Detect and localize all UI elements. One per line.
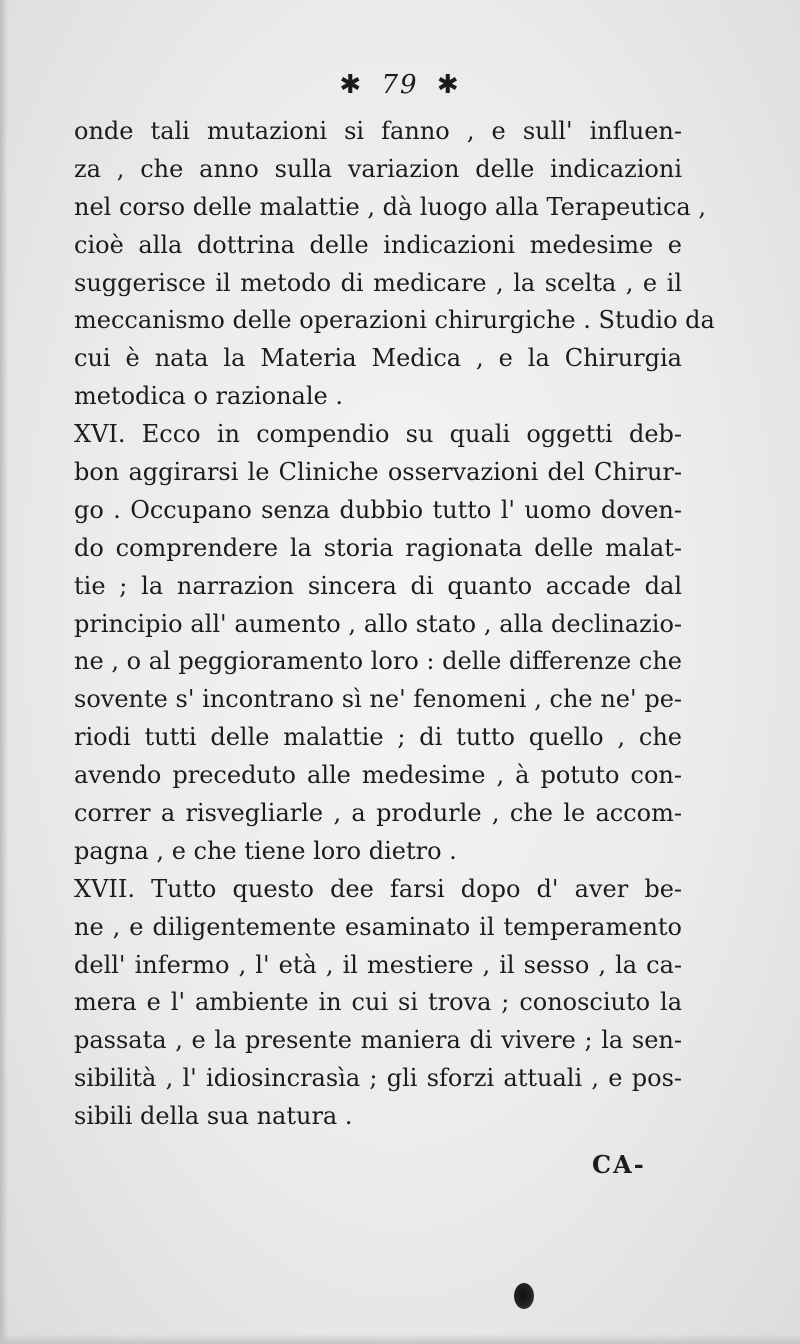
text-line: metodica o razionale .: [74, 382, 344, 411]
text-line: passata , e la presente maniera di vivere ; la sen-: [74, 1026, 682, 1055]
text-line: sovente s' incontrano sì ne' fenomeni , che ne' pe-: [74, 685, 682, 714]
text-line: XVII. Tutto questo dee farsi dopo d' aver be-: [74, 874, 682, 903]
text-line: meccanismo delle operazioni chirurgiche . Studio da: [74, 306, 715, 335]
page-left-edge: [0, 0, 8, 1344]
text-line: go . Occupano senza dubbio tutto l' uomo doven-: [74, 495, 682, 524]
page-header: [0, 70, 800, 100]
text-line: nel corso delle malattie , dà luogo alla Terapeutica ,: [74, 192, 706, 221]
text-line: bon aggirarsi le Cliniche osservazioni del Chirur-: [74, 458, 682, 487]
page-bottom-edge: [0, 1334, 800, 1344]
text-line: cioè alla dottrina delle indicazioni medesime e: [74, 230, 682, 259]
text-line: avendo preceduto alle medesime , à potuto con-: [74, 761, 682, 790]
body-text: [74, 113, 715, 1136]
text-line: suggerisce il metodo di medicare , la scelta , e il: [74, 268, 682, 297]
ornament-left-icon: ✱: [339, 70, 364, 100]
text-line: mera e l' ambiente in cui si trova ; conosciuto la: [74, 988, 682, 1017]
text-line: ne , e diligentemente esaminato il temperamento: [74, 912, 682, 941]
page-number: 79: [381, 70, 419, 100]
text-line: XVI. Ecco in compendio su quali oggetti deb-: [74, 420, 682, 449]
page-hole: [514, 1283, 534, 1309]
text-line: za , che anno sulla variazion delle indicazioni: [74, 154, 682, 183]
text-line: pagna , e che tiene loro dietro .: [74, 836, 457, 865]
text-line: ne , o al peggioramento loro : delle differenze che: [74, 647, 682, 676]
text-line: correr a risvegliarle , a produrle , che le accom-: [74, 799, 682, 828]
text-line: cui è nata la Materia Medica , e la Chirurgia: [74, 344, 682, 373]
text-line: do comprendere la storia ragionata delle malat-: [74, 533, 682, 562]
text-line: principio all' aumento , allo stato , alla declinazio-: [74, 609, 682, 638]
text-line: sibili della sua natura .: [74, 1102, 353, 1131]
text-line: tie ; la narrazion sincera di quanto accade dal: [74, 571, 682, 600]
ornament-right-icon: ✱: [436, 70, 461, 100]
text-line: dell' infermo , l' età , il mestiere , il sesso , la ca-: [74, 950, 682, 979]
text-line: sibilità , l' idiosincrasìa ; gli sforzi attuali , e pos-: [74, 1064, 682, 1093]
text-line: onde tali mutazioni si fanno , e sull' influen-: [74, 117, 682, 145]
catchword: CA-: [592, 1150, 646, 1179]
text-line: riodi tutti delle malattie ; di tutto quello , che: [74, 723, 682, 752]
